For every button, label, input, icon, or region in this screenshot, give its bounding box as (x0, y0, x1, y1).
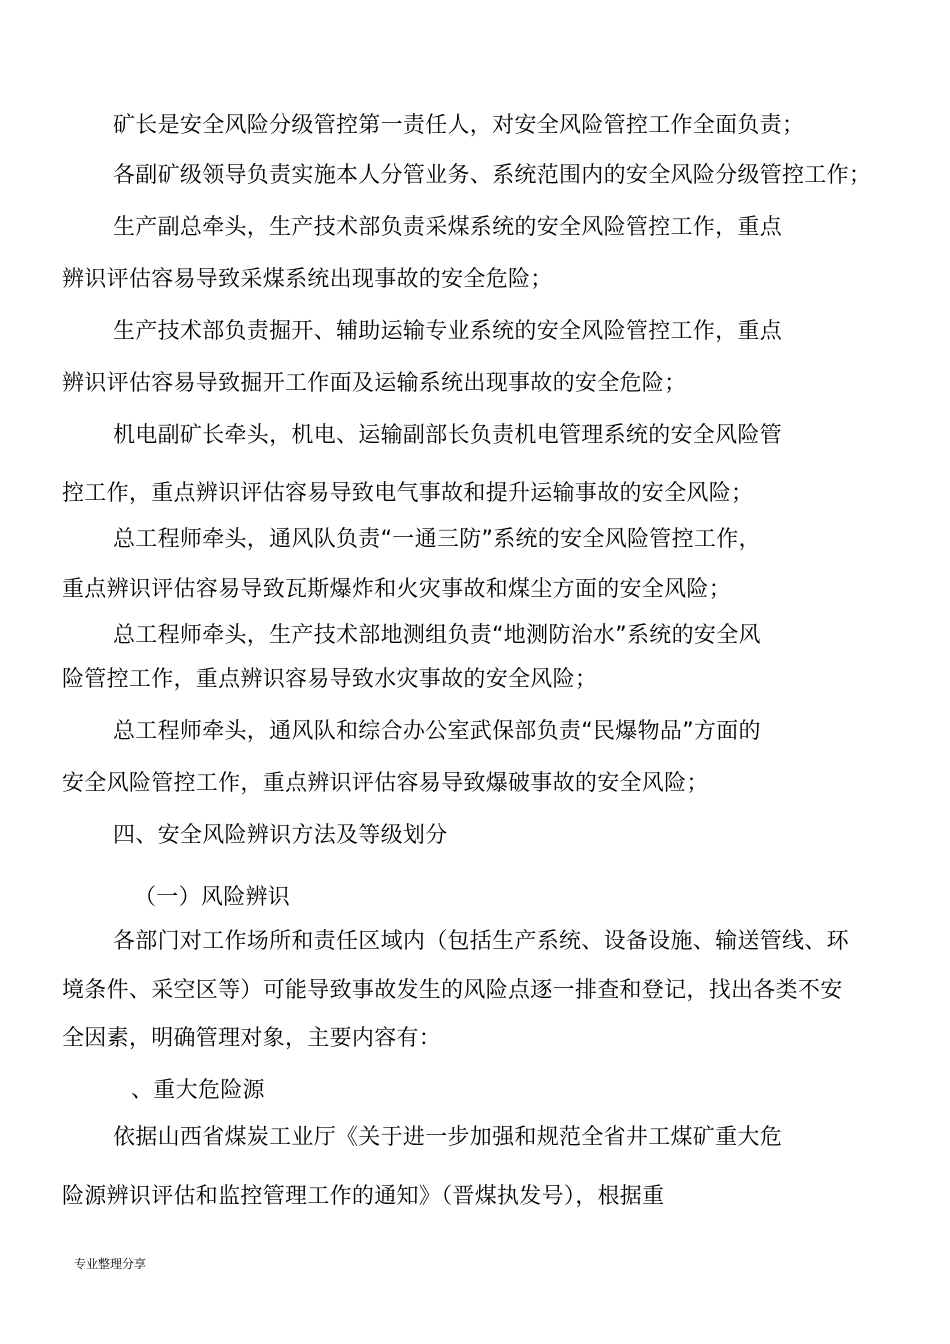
paragraph-line: 全因素，明确管理对象，主要内容有： (62, 1026, 442, 1051)
subsection-heading: （一）风险辨识 (134, 885, 291, 910)
paragraph-line: 险源辨识评估和监控管理工作的通知》（晋煤执发号），根据重 (62, 1184, 665, 1209)
paragraph-line: 机电副矿长牵头，机电、运输副部长负责机电管理系统的安全风险管 (113, 423, 783, 448)
paragraph-line: 各部门对工作场所和责任区域内（包括生产系统、设备设施、输送管线、环 (113, 929, 849, 954)
paragraph-line: 境条件、采空区等）可能导致事故发生的风险点逐一排查和登记，找出各类不安 (62, 978, 843, 1003)
paragraph-line: 安全风险管控工作，重点辨识评估容易导致爆破事故的安全风险； (62, 771, 709, 796)
paragraph-line: 辨识评估容易导致采煤系统出现事故的安全危险； (62, 267, 553, 292)
paragraph-line: 总工程师牵头，生产技术部地测组负责“地测防治水”系统的安全风 (113, 623, 761, 648)
paragraph-line: 险管控工作，重点辨识容易导致水灾事故的安全风险； (62, 667, 598, 692)
paragraph-line: 生产副总牵头，生产技术部负责采煤系统的安全风险管控工作，重点 (113, 215, 783, 240)
paragraph-line: 矿长是安全风险分级管控第一责任人，对安全风险管控工作全面负责； (113, 113, 805, 138)
paragraph-line: 辨识评估容易导致掘开工作面及运输系统出现事故的安全危险； (62, 371, 687, 396)
paragraph-line: 控工作，重点辨识评估容易导致电气事故和提升运输事故的安全风险； (62, 481, 754, 506)
paragraph-line: 总工程师牵头，通风队负责“一通三防”系统的安全风险管控工作， (113, 527, 761, 552)
list-heading: 、重大危险源 (131, 1078, 265, 1103)
footer-text: 专业整理分享 (74, 1257, 147, 1271)
section-heading: 四、安全风险辨识方法及等级划分 (113, 823, 448, 848)
paragraph-line: 重点辨识评估容易导致瓦斯爆炸和火灾事故和煤尘方面的安全风险； (62, 577, 732, 602)
paragraph-line: 各副矿级领导负责实施本人分管业务、系统范围内的安全风险分级管控工作； (113, 163, 872, 188)
paragraph-line: 生产技术部负责掘开、辅助运输专业系统的安全风险管控工作，重点 (113, 319, 783, 344)
paragraph-line: 依据山西省煤炭工业厅《关于进一步加强和规范全省井工煤矿重大危 (113, 1125, 783, 1150)
paragraph-line: 总工程师牵头，通风队和综合办公室武保部负责“民爆物品”方面的 (113, 719, 761, 744)
